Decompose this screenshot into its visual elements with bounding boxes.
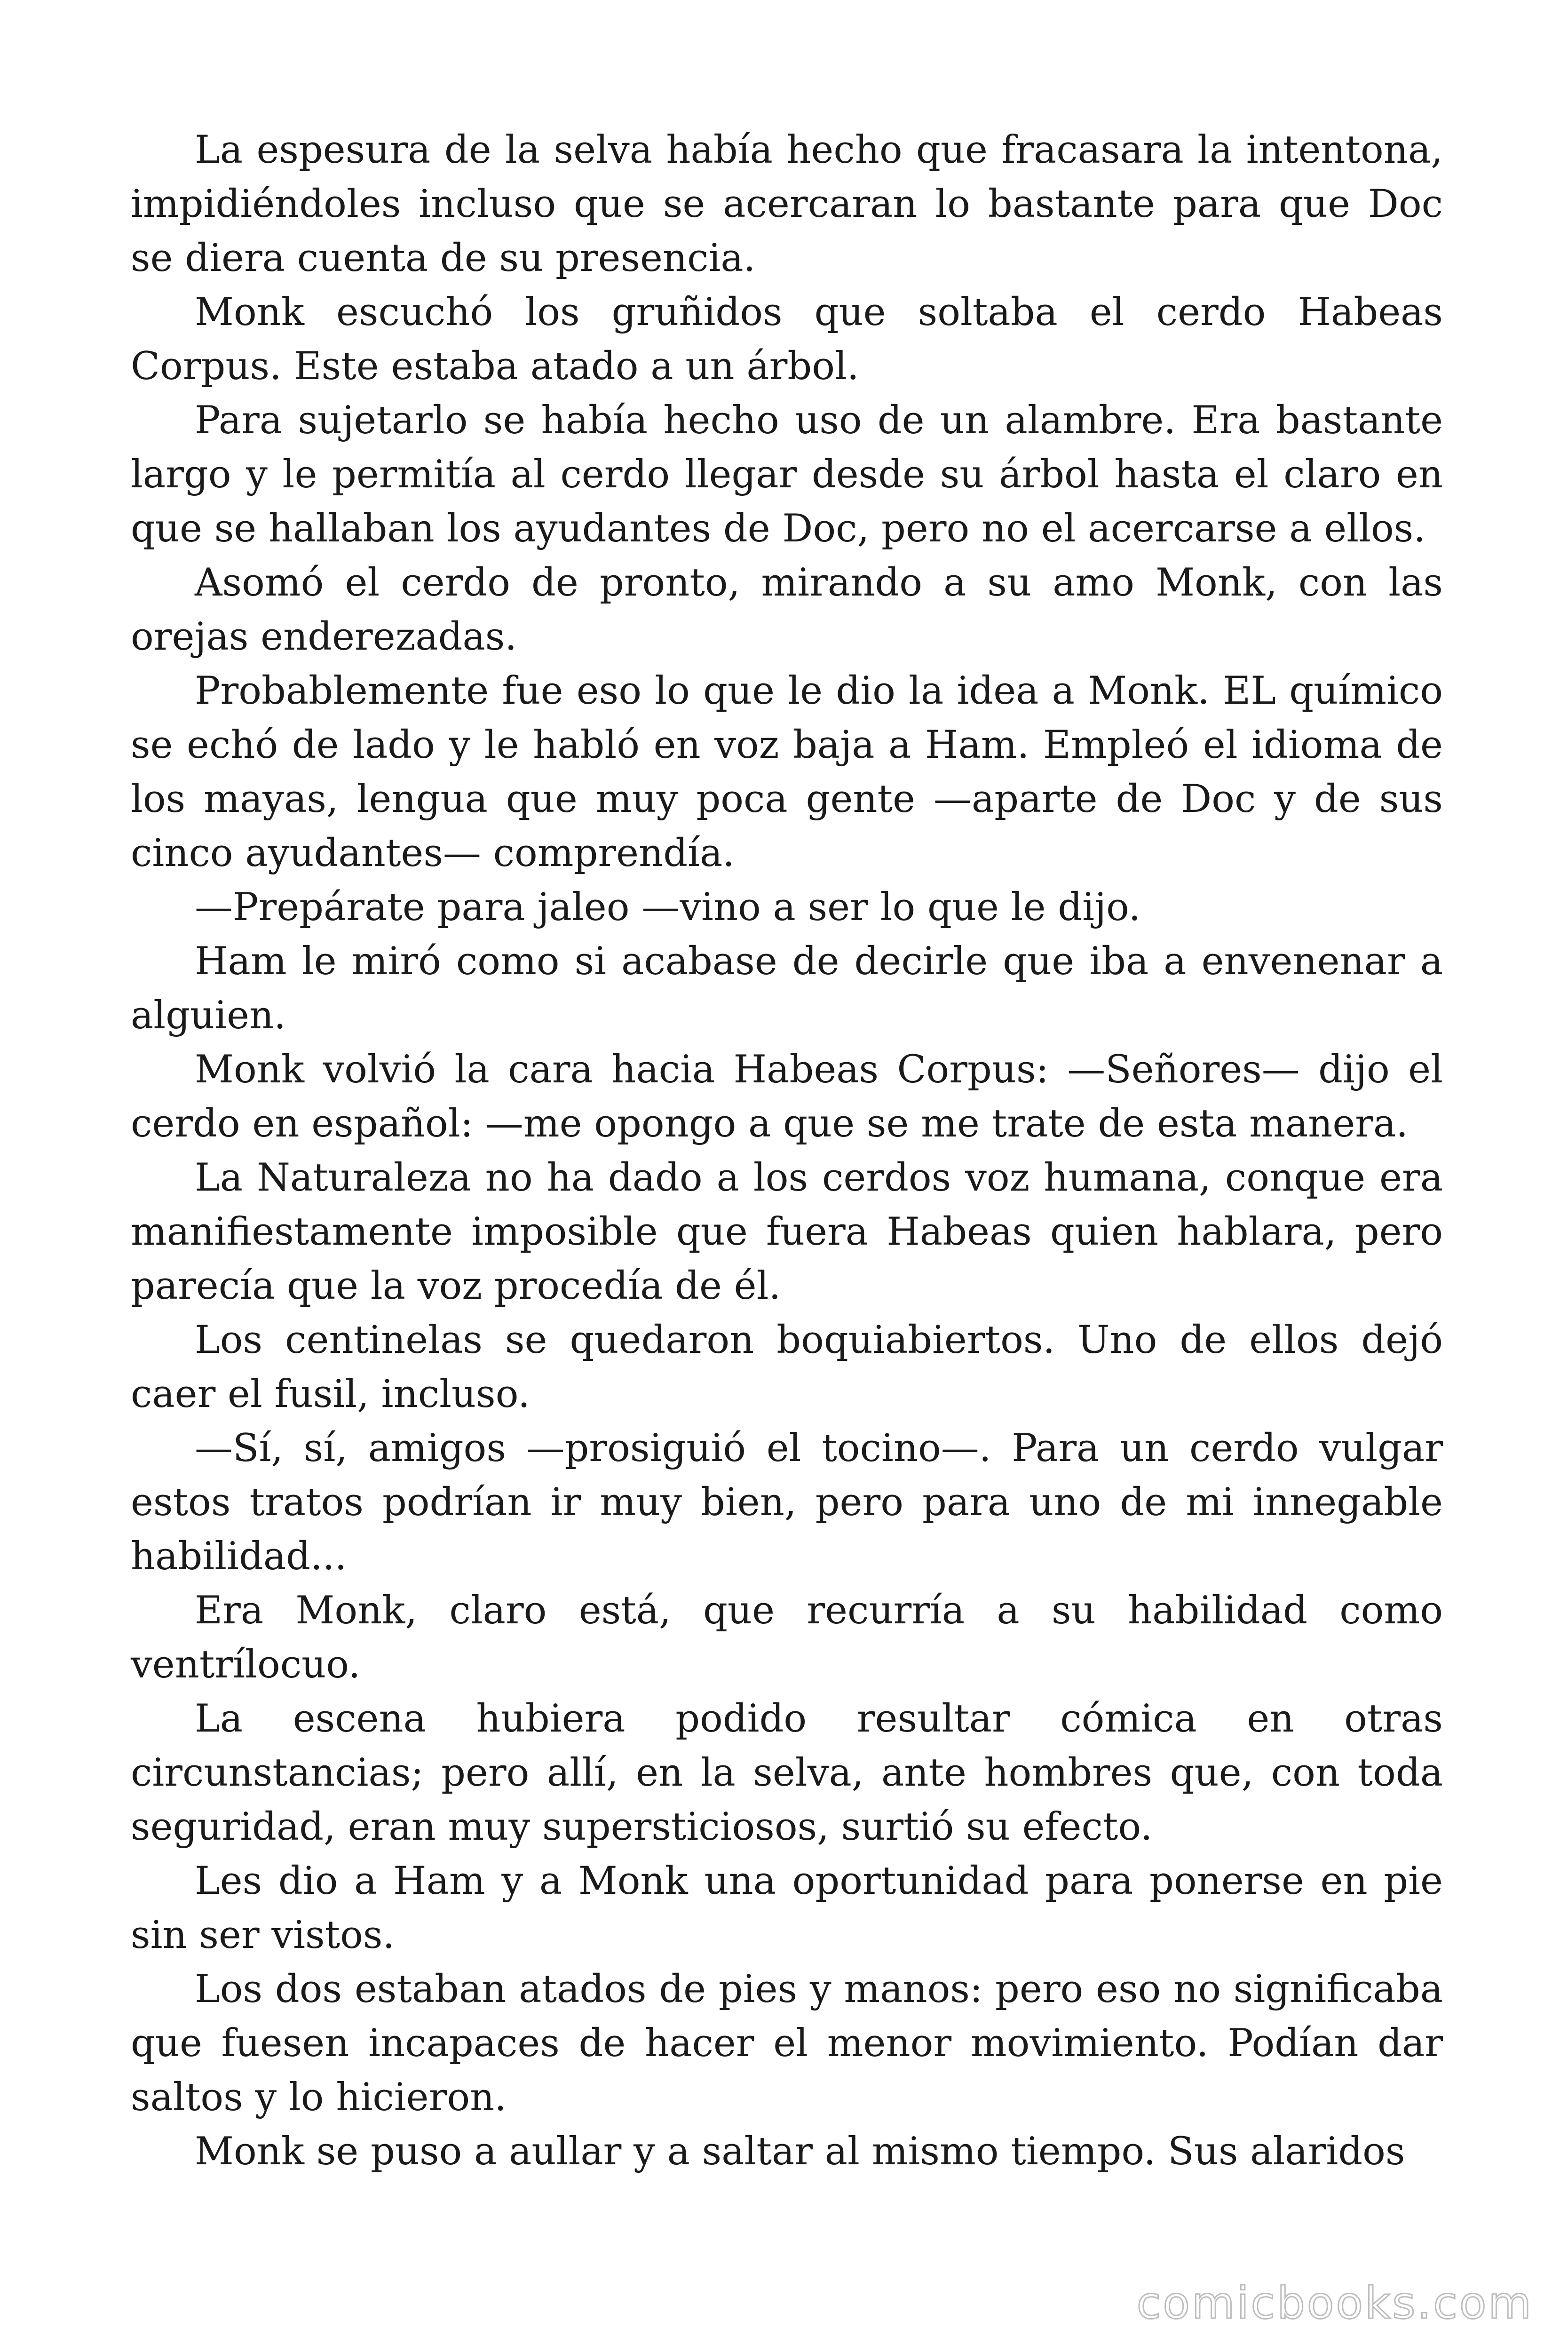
paragraph: —Prepárate para jaleo —vino a ser lo que le dijo.: [195, 885, 1141, 930]
paragraph: Para sujetarlo se había hecho uso de un alambre. Era bastante largo y le permitía al cerdo llegar desde su árbol hasta el claro en que se hallaban los ayudantes de Doc, pero no el acercarse a ellos.: [131, 398, 1443, 551]
paragraph: Los centinelas se quedaron boquiabiertos. Uno de ellos dejó caer el fusil, incluso.: [131, 1318, 1443, 1416]
watermark: comicbooks.com: [1136, 2278, 1533, 2329]
paragraph: Monk escuchó los gruñidos que soltaba el cerdo Habeas Corpus. Este estaba atado a un árbol.: [131, 290, 1443, 389]
paragraph: Monk se puso a aullar y a saltar al mismo tiempo. Sus alaridos: [195, 2130, 1405, 2174]
paragraph: —Sí, sí, amigos —prosiguió el tocino—. Para un cerdo vulgar estos tratos podrían ir muy bien, pero para uno de mi innegable habilidad...: [131, 1426, 1443, 1579]
paragraph: Asomó el cerdo de pronto, mirando a su amo Monk, con las orejas enderezadas.: [131, 561, 1443, 659]
paragraph: Ham le miró como si acabase de decirle que iba a envenenar a alguien.: [131, 939, 1443, 1038]
paragraph: Les dio a Ham y a Monk una oportunidad para ponerse en pie sin ser vistos.: [131, 1859, 1443, 1957]
paragraph: Probablemente fue eso lo que le dio la idea a Monk. EL químico se echó de lado y le habló en voz baja a Ham. Empleó el idioma de los mayas, lengua que muy poca gente —aparte de Doc y de sus cinco ayudantes— comprendía.: [131, 669, 1443, 875]
paragraph: Era Monk, claro está, que recurría a su habilidad como ventrílocuo.: [131, 1589, 1443, 1687]
paragraph: Los dos estaban atados de pies y manos: pero eso no significaba que fuesen incapaces de hacer el menor movimiento. Podían dar saltos y lo hicieron.: [131, 1967, 1443, 2120]
body-text: [131, 123, 1443, 2179]
paragraph: La Naturaleza no ha dado a los cerdos voz humana, conque era manifiestamente imposible que fuera Habeas quien hablara, pero parecía que la voz procedía de él.: [131, 1156, 1443, 1308]
paragraph: La escena hubiera podido resultar cómica en otras circunstancias; pero allí, en la selva, ante hombres que, con toda seguridad, eran muy supersticiosos, surtió su efecto.: [131, 1697, 1443, 1849]
paragraph: La espesura de la selva había hecho que fracasara la intentona, impidiéndoles incluso que se acercaran lo bastante para que Doc se diera cuenta de su presencia.: [131, 128, 1443, 280]
paragraph: Monk volvió la cara hacia Habeas Corpus: —Señores— dijo el cerdo en español: —me opongo a que se me trate de esta manera.: [131, 1048, 1443, 1146]
